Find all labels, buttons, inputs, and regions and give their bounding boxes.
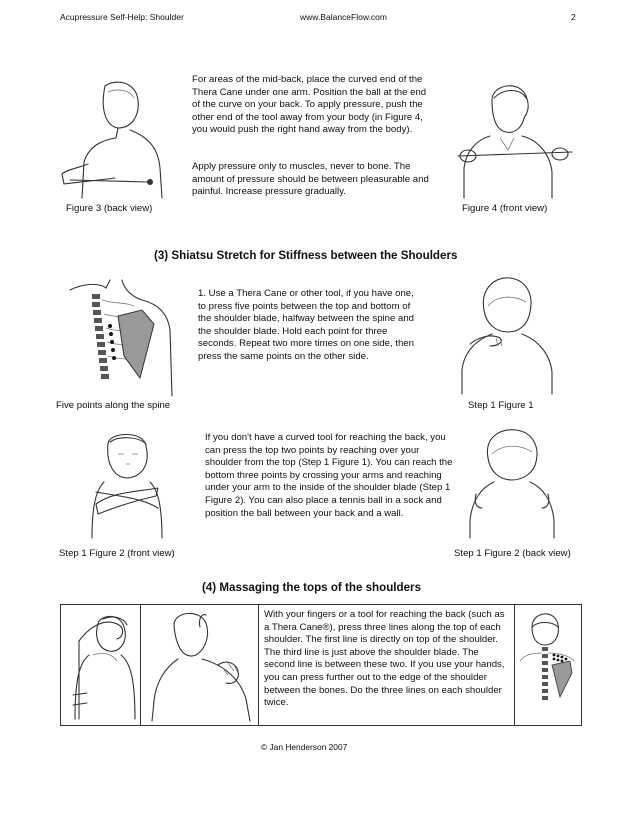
step-1-instructions: 1. Use a Thera Cane or other tool, if you have one, to press five points between the top and bottom of the shoulder blade, halfway between the spine and the shoulder blade. Hold each point for three seconds. Repeat two more times on one side, then press the same points on the other side. [198, 288, 415, 362]
table-cell-skeleton-image [514, 605, 581, 725]
table-cell-cane-image [61, 605, 141, 725]
header-website: www.BalanceFlow.com [300, 12, 387, 22]
figure-4-illustration [446, 78, 574, 200]
figure-3-caption: Figure 3 (back view) [66, 203, 153, 214]
hand-on-shoulder-illustration [144, 609, 254, 723]
figure-3-illustration [60, 78, 170, 200]
thera-cane-instructions: For areas of the mid-back, place the curved end of the Thera Cane under one arm. Position the ball at the end of the curve on your back. To apply pressure, push the other end of the tool away from your body (in Figure 4, you would push the right hand away from the body). [192, 74, 427, 136]
cane-shoulder-illustration [65, 611, 137, 721]
shoulder-massage-table [60, 604, 582, 726]
step-1-figure-1-illustration [456, 276, 556, 396]
header-title: Acupressure Self-Help: Shoulder [60, 12, 184, 22]
pressure-guidance: Apply pressure only to muscles, never to bone. The amount of pressure should be between pleasurable and painful. Increase pressure gradually. [192, 161, 429, 198]
shoulder-lines-illustration [516, 609, 580, 723]
page-number: 2 [571, 12, 576, 22]
caption-step-1-figure-2-back: Step 1 Figure 2 (back view) [454, 548, 571, 559]
section-3-heading: (3) Shiatsu Stretch for Stiffness between the Shoulders [154, 249, 458, 262]
spine-five-points-illustration [62, 280, 174, 396]
copyright: © Jan Henderson 2007 [261, 742, 348, 752]
section-4-heading: (4) Massaging the tops of the shoulders [202, 581, 422, 594]
caption-step-1-figure-2-front: Step 1 Figure 2 (front view) [59, 548, 175, 559]
caption-step-1-figure-1: Step 1 Figure 1 [468, 400, 534, 411]
caption-five-points: Five points along the spine [56, 400, 171, 411]
figure-4-caption: Figure 4 (front view) [462, 203, 548, 214]
table-cell-hand-image [140, 605, 259, 725]
table-cell-instructions [258, 605, 515, 725]
massage-instructions: With your fingers or a tool for reaching the back (such as a Thera Cane®), press three lines along the top of each shoulder. The first line is directly on top of the shoulder. The third line is just above the shoulder blade. The second line is between these two. If you use your hands, you can press further out to the edge of the shoulder between the bones. Do the three lines on each shoulder twice. [264, 609, 505, 709]
step-1-figure-2-front-illustration [88, 428, 166, 540]
step-1-figure-2-back-illustration [464, 428, 560, 540]
alternative-method-instructions: If you don't have a curved tool for reaching the back, you can press the top two points by reaching over your shoulder from the top (Step 1 Figure 1). You can reach the bottom three points by crossing your arms and reaching under your arm to the inside of the shoulder blade (Step 1 Figure 2). You can also place a tennis ball in a sock and position the ball between your back and a wall. [205, 432, 453, 519]
